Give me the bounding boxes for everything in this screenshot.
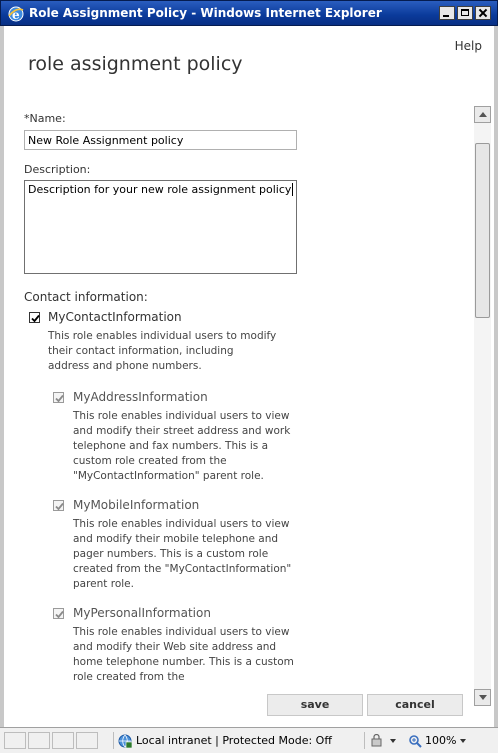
shield-lock-icon [370,734,386,748]
form-scroll-area [8,106,474,706]
mycontactinformation-label: MyContactInformation [48,310,182,324]
security-settings-dropdown[interactable] [370,732,396,749]
close-button[interactable] [475,6,491,20]
description-label: Description: [24,163,91,176]
name-input[interactable] [24,130,297,150]
status-segment [76,732,98,749]
cancel-button[interactable]: cancel [367,694,463,716]
zoom-icon [408,734,422,748]
globe-icon [118,734,132,748]
mycontactinformation-description: This role enables individual users to modify their contact information, including address and phone numbers. [48,330,277,372]
status-segment [4,732,26,749]
myaddressinformation-label: MyAddressInformation [73,390,208,404]
minimize-button[interactable] [439,6,455,20]
checkmark-icon [30,313,41,324]
mycontactinformation-checkbox[interactable] [29,312,40,323]
checkmark-icon [54,501,65,512]
mymobileinformation-label: MyMobileInformation [73,498,200,512]
description-text: Description for your new role assignment policy [28,183,292,196]
mypersonalinformation-label: MyPersonalInformation [73,606,211,620]
security-zone-text: Local intranet | Protected Mode: Off [136,734,332,747]
svg-text:e: e [12,8,20,22]
maximize-button[interactable] [457,6,473,20]
contact-section-heading: Contact information: [24,290,148,304]
mymobileinformation-checkbox[interactable] [53,500,64,511]
page-title: role assignment policy [28,53,243,75]
chevron-down-icon [460,739,466,743]
checkmark-icon [54,609,65,620]
save-button[interactable]: save [267,694,363,716]
name-label: *Name: [24,112,66,125]
myaddressinformation-checkbox[interactable] [53,392,64,403]
checkmark-icon [54,393,65,404]
window-titlebar[interactable] [0,0,498,26]
content-frame [0,26,498,727]
scroll-up-button[interactable] [474,106,491,123]
mypersonalinformation-checkbox[interactable] [53,608,64,619]
mypersonalinformation-description: This role enables individual users to view and modify their Web site address and home telephone number. This is a custom role created from the [73,626,294,683]
help-link[interactable]: Help [454,39,482,53]
status-segment [52,732,74,749]
security-zone[interactable] [113,732,365,749]
internet-explorer-icon [7,5,25,23]
myaddressinformation-description: This role enables individual users to view and modify their street address and work telephone and fax numbers. This is a custom role created from the "MyContactInformation" parent role. [73,410,291,482]
description-textarea[interactable] [24,180,297,274]
zoom-level: 100% [425,734,457,747]
mymobileinformation-description: This role enables individual users to view and modify their mobile telephone and pager numbers. This is a custom role created from the "MyContactInformation" parent role. [73,518,292,590]
zoom-control[interactable] [408,732,466,749]
scroll-thumb[interactable] [475,143,490,318]
window-title: Role Assignment Policy - Windows Internet Explorer [29,6,382,20]
scroll-down-button[interactable] [474,689,491,706]
status-segment [28,732,50,749]
status-bar [0,727,498,753]
vertical-scrollbar[interactable] [474,106,491,706]
scroll-track[interactable] [474,123,491,689]
chevron-down-icon [390,739,396,743]
text-cursor [292,183,293,196]
